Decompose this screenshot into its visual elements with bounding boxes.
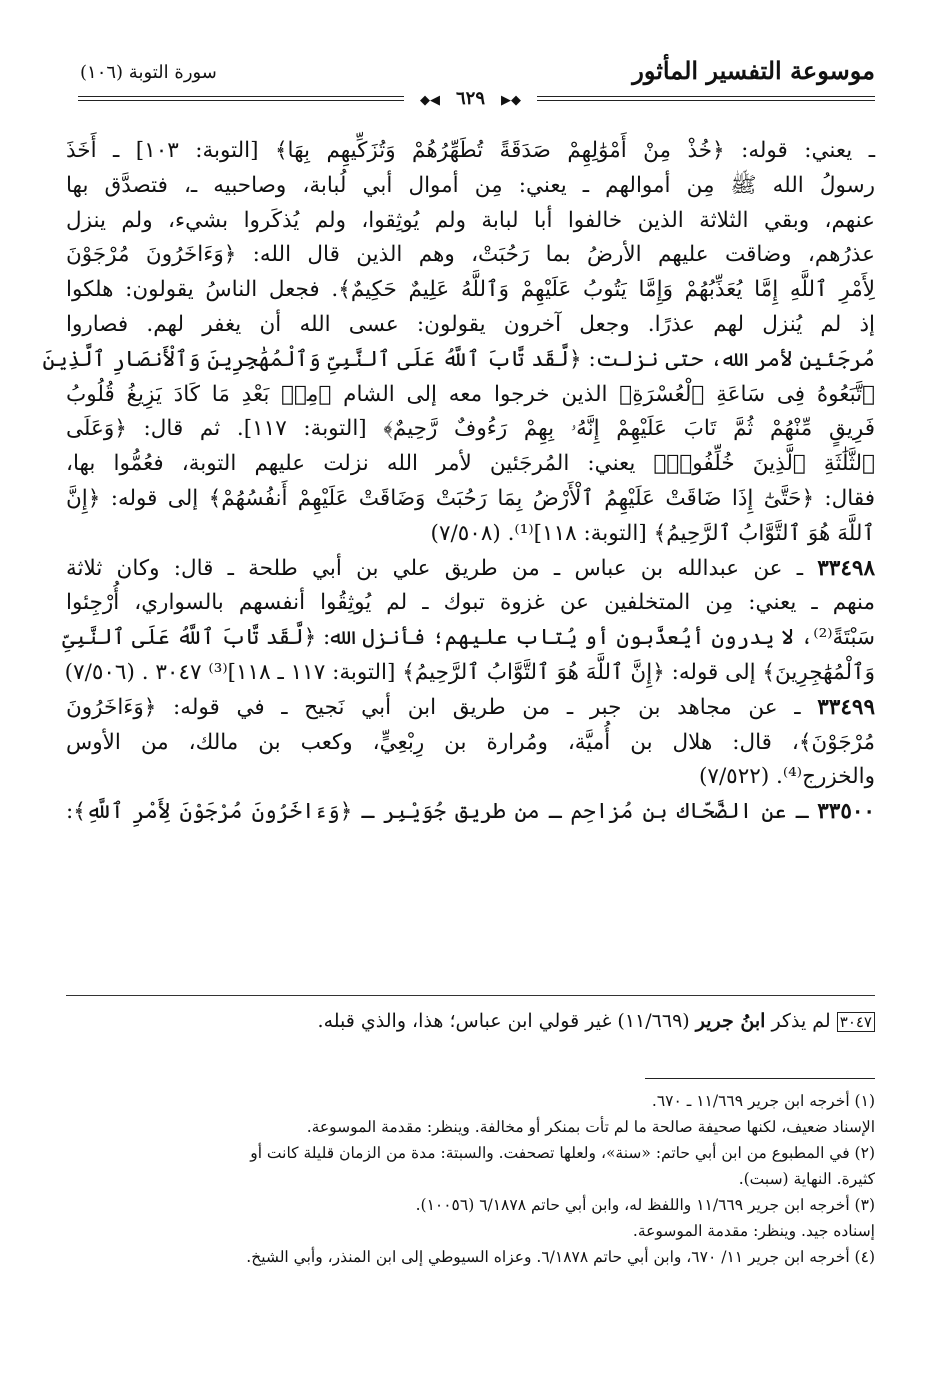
- text-line: عنهم، وبقي الثلاثة الذين خالفوا أبا لبابة ولم يُوثِقوا، ولم يُذكَروا بشيء، ولم ينزل: [66, 207, 875, 233]
- entry-text: عن الضَّحّاك بن مُزاحِم ـ من طريق جُوَيْبِر ـ ﴿وَءَاخَرُونَ مُرْجَوْنَ لِأَمْرِ ٱللَّهِ﴾:: [66, 799, 787, 825]
- surah-label: سورة التوبة (١٠٦): [80, 62, 217, 83]
- text-line: مُرْجَوْنَ﴾، قال: هلال بن أُميَّة، ومُرارة بن رِبْعِيٍّ، وكعب بن مالك، من الأوس: [66, 729, 875, 755]
- footnote-line: كثيرة. النهاية (سبت).: [738, 1170, 875, 1188]
- section-divider: [66, 995, 875, 996]
- footnote-rule: [645, 1078, 875, 1079]
- text-line: ـ يعني: قوله: ﴿خُذْ مِنْ أَمْوَٰلِهِمْ صَدَقَةً تُطَهِّرُهُمْ وَتُزَكِّيهِم بِهَا﴾ [التوبة: ١٠٣] ـ أَخَذَ: [66, 138, 875, 163]
- text-line: فقال: ﴿حَتَّىٰٓ إِذَا ضَاقَتْ عَلَيْهِمُ ٱلْأَرْضُ بِمَا رَحُبَتْ وَضَاقَتْ عَلَيْهِمْ أَنفُسُهُمْ﴾ إلى قوله: ﴿إِنَّ: [66, 485, 875, 511]
- text-line: ٱتَّبَعُوهُ فِى سَاعَةِ ٱلْعُسْرَةِ﴾ الذين خرجوا معه إلى الشام ﴿مِنۢ بَعْدِ مَا كَادَ يَزِيغُ قُلُوبُ: [66, 381, 875, 407]
- page-number: ٦٢٩: [442, 88, 499, 109]
- entry-number: ٣٣٥٠٠: [817, 799, 875, 825]
- note-author: ابنُ جرير: [695, 1010, 766, 1032]
- note-text-before: لم يذكر: [771, 1010, 831, 1032]
- entry-33498-line: ٣٣٤٩٨ ـ عن عبدالله بن عباس ـ من طريق علي بن أبي طلحة ـ قال: وكان ثلاثة: [66, 555, 875, 581]
- text-line: رسولُ الله ﷺ مِن أموالهم ـ يعني: مِن أموال أبي لُبابة، وصاحبيه ـ، فتصدَّق بها: [66, 172, 875, 198]
- text-line: لِأَمْرِ ٱللَّهِ إِمَّا يُعَذِّبُهُمْ وَإِمَّا يَتُوبُ عَلَيْهِمْ وَٱللَّهُ عَلِيمٌ حَكِيمٌ﴾. فجعل الناسُ يقولون: هلكوا: [66, 277, 875, 303]
- editor-note: [66, 1010, 875, 1032]
- entry-33500-line: ٣٣٥٠٠ ـ عن الضَّحّاك بن مُزاحِم ـ من طريق جُوَيْبِر ـ ﴿وَءَاخَرُونَ مُرْجَوْنَ لِأَمْرِ ٱللَّهِ﴾:: [66, 799, 875, 825]
- text-line: ٱللَّهَ هُوَ ٱلتَّوَّابُ ٱلرَّحِيمُ﴾ [التوبة: ١١٨]⁽¹⁾. (٧/٥٠٨): [430, 520, 875, 546]
- text-line: منهم ـ يعني: مِن المتخلفين عن غزوة تبوك ـ لم يُوثِقُوا أنفسهم بالسواري، أُرْجِئوا: [66, 590, 875, 616]
- footnote-line: (١) أخرجه ابن جرير ١١/٦٦٩ ـ ٦٧٠.: [651, 1092, 875, 1110]
- text-line: والخزرج⁽⁴⁾. (٧/٥٢٢): [699, 764, 875, 790]
- page-number-wrap: [0, 88, 941, 109]
- footnote-line: إسناده جيد. وينظر: مقدمة الموسوعة.: [632, 1222, 875, 1240]
- text-line: ٱلثَّلَٰثَةِ ٱلَّذِينَ خُلِّفُوا۟﴾ يعني: المُرجَئين لأمر الله نزلت عليهم التوبة، فعُمُّوا بها،: [66, 451, 875, 477]
- ornament-icon: ◆◀: [419, 93, 440, 108]
- text-line: فَرِيقٍ مِّنْهُمْ ثُمَّ تَابَ عَلَيْهِمْ إِنَّهُۥ بِهِمْ رَءُوفٌ رَّحِيمٌ﴾ [التوبة: ١١٧]. ثم قال: ﴿وَعَلَى: [66, 416, 875, 442]
- note-box-number: ٣٠٤٧: [837, 1012, 875, 1032]
- book-title: موسوعة التفسير المأثور: [632, 56, 875, 85]
- footnote-line: (٣) أخرجه ابن جرير ١١/٦٦٩ واللفظ له، وابن أبي حاتم ٦/١٨٧٨ (١٠٠٥٦).: [415, 1196, 875, 1214]
- entry-text: عن عبدالله بن عباس ـ من طريق علي بن أبي طلحة ـ قال: وكان ثلاثة: [66, 555, 783, 581]
- footnote-line: الإسناد ضعيف، لكنها صحيفة صالحة ما لم تأت بمنكر أو مخالفة. وينظر: مقدمة الموسوعة.: [306, 1118, 875, 1136]
- text-line: سَبْتَةً⁽²⁾، لا يدرون أيُعذَّبون أو يُتاب عليهم؛ فأنزل الله: ﴿لَّقَد تَّابَ ٱللَّهُ عَلَى ٱلنَّبِىِّ: [62, 625, 875, 651]
- entry-33499-line: ٣٣٤٩٩ ـ عن مجاهد بن جبر ـ من طريق ابن أبي نَجيح ـ في قوله: ﴿وَءَاخَرُونَ: [66, 694, 875, 720]
- entry-text: عن مجاهد بن جبر ـ من طريق ابن أبي نَجيح ـ في قوله: ﴿وَءَاخَرُونَ: [66, 694, 778, 720]
- text-line: وَٱلْمُهَٰجِرِينَ﴾ إلى قوله: ﴿إِنَّ ٱللَّهَ هُوَ ٱلتَّوَّابُ ٱلرَّحِيمُ﴾ [التوبة: ١١٧ ـ ١١٨]⁽³⁾ ٣٠٤٧ . (٧/٥٠٦): [64, 659, 875, 685]
- ornament-icon: ▶◆: [501, 93, 521, 108]
- footnote-line: (٢) في المطبوع من ابن أبي حاتم: «سنة»، ولعلها تصحفت. والسبتة: مدة من الزمان قليلة كانت أو: [250, 1144, 875, 1162]
- text-line: مُرجَئين لأمر الله، حتى نزلت: ﴿لَّقَد تَّابَ ٱللَّهُ عَلَى ٱلنَّبِىِّ وَٱلْمُهَٰجِرِينَ وَٱلْأَنصَارِ ٱلَّذِينَ: [42, 346, 875, 372]
- main-text: [42, 134, 875, 830]
- text-line: عذرُهم، وضاقت عليهم الأرضُ بما رَحُبَتْ، وهم الذين قال الله: ﴿وَءَاخَرُونَ مُرْجَوْنَ: [66, 242, 875, 268]
- text-line: إذ لم يُنزل لهم عذرًا. وجعل آخرون يقولون: عسى الله أن يغفر لهم. فصاروا: [66, 311, 875, 337]
- footnote-line: (٤) أخرجه ابن جرير ١١/ ٦٧٠، وابن أبي حاتم ٦/١٨٧٨. وعزاه السيوطي إلى ابن المنذر، وأبي الشيخ.: [246, 1248, 875, 1266]
- entry-number: ٣٣٤٩٩: [817, 694, 875, 720]
- entry-number: ٣٣٤٩٨: [817, 555, 875, 581]
- footnotes: [66, 1088, 875, 1270]
- note-text-after: (١١/٦٦٩) غير قولي ابن عباس؛ هذا، والذي قبله.: [317, 1010, 690, 1032]
